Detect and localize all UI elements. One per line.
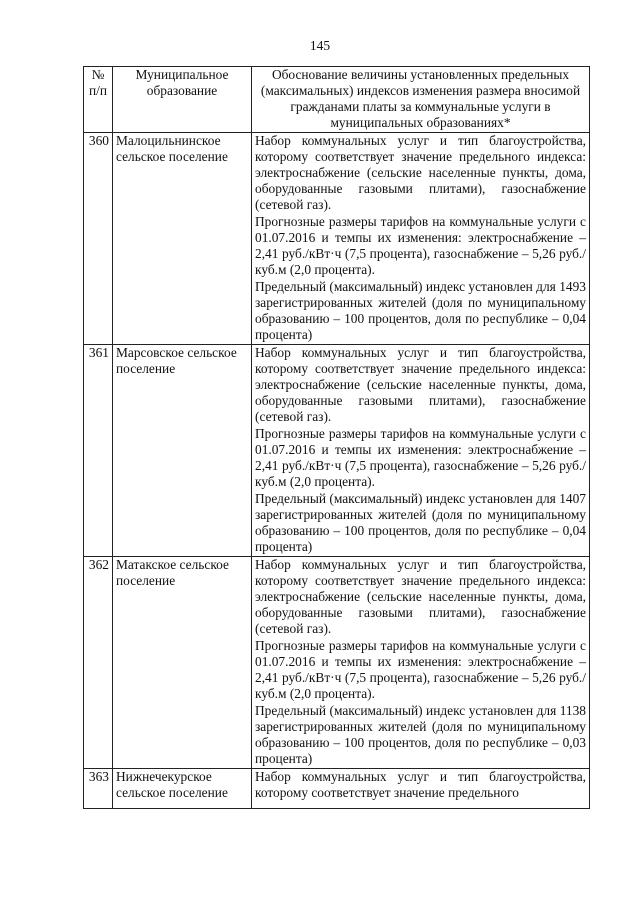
row-municipality: Марсовское сельское поселение [113, 345, 252, 557]
paragraph-tariffs: Прогнозные размеры тарифов на коммунальные услуги с 01.07.2016 и темпы их изменения: электроснабжение – 2,41 руб./кВт·ч (7,5 процента), газоснабжение – 5,26 руб./куб.м (2,0 процента). [255, 214, 586, 277]
row-num: 362 [84, 557, 113, 769]
header-num: № п/п [84, 67, 113, 133]
table-row [84, 345, 590, 557]
table-row [84, 133, 590, 345]
row-municipality: Нижнечекурское сельское поселение [113, 769, 252, 809]
table-header-row [84, 67, 590, 133]
row-num: 361 [84, 345, 113, 557]
row-num: 363 [84, 769, 113, 809]
paragraph-tariffs: Прогнозные размеры тарифов на коммунальные услуги с 01.07.2016 и темпы их изменения: электроснабжение – 2,41 руб./кВт·ч (7,5 процента), газоснабжение – 5,26 руб./куб.м (2,0 процента). [255, 426, 586, 489]
paragraph-services: Набор коммунальных услуг и тип благоустройства, которому соответствует значение предельного [255, 769, 586, 800]
row-num: 360 [84, 133, 113, 345]
row-justification [252, 557, 590, 769]
table-row [84, 557, 590, 769]
page-number: 145 [309, 38, 331, 53]
row-justification [252, 345, 590, 557]
paragraph-services: Набор коммунальных услуг и тип благоустройства, которому соответствует значение предельного индекса: электроснабжение (сельские населенные пункты, дома, оборудованные газовыми плитами), газоснабжение (сетевой газ). [255, 557, 586, 636]
tariff-table [83, 66, 590, 809]
header-municipality: Муниципальное образование [113, 67, 252, 133]
paragraph-index: Предельный (максимальный) индекс установлен для 1493 зарегистрированных жителей (доля по муниципальному образованию – 100 процентов, доля по республике – 0,04 процента) [255, 279, 586, 342]
paragraph-index: Предельный (максимальный) индекс установлен для 1407 зарегистрированных жителей (доля по муниципальному образованию – 100 процентов, доля по республике – 0,04 процента) [255, 491, 586, 554]
paragraph-services: Набор коммунальных услуг и тип благоустройства, которому соответствует значение предельного индекса: электроснабжение (сельские населенные пункты, дома, оборудованные газовыми плитами), газоснабжение (сетевой газ). [255, 345, 586, 424]
table-row [84, 769, 590, 809]
row-municipality: Малоцильнинское сельское поселение [113, 133, 252, 345]
row-justification [252, 769, 590, 809]
row-municipality: Матакское сельское поселение [113, 557, 252, 769]
header-justification: Обоснование величины установленных предельных (максимальных) индексов изменения размера вносимой гражданами платы за коммунальные услуги в муниципальных образованиях* [252, 67, 590, 133]
paragraph-services: Набор коммунальных услуг и тип благоустройства, которому соответствует значение предельного индекса: электроснабжение (сельские населенные пункты, дома, оборудованные газовыми плитами), газоснабжение (сетевой газ). [255, 133, 586, 212]
paragraph-index: Предельный (максимальный) индекс установлен для 1138 зарегистрированных жителей (доля по муниципальному образованию – 100 процентов, доля по республике – 0,03 процента) [255, 703, 586, 766]
row-justification [252, 133, 590, 345]
paragraph-tariffs: Прогнозные размеры тарифов на коммунальные услуги с 01.07.2016 и темпы их изменения: электроснабжение – 2,41 руб./кВт·ч (7,5 процента), газоснабжение – 5,26 руб./куб.м (2,0 процента). [255, 638, 586, 701]
